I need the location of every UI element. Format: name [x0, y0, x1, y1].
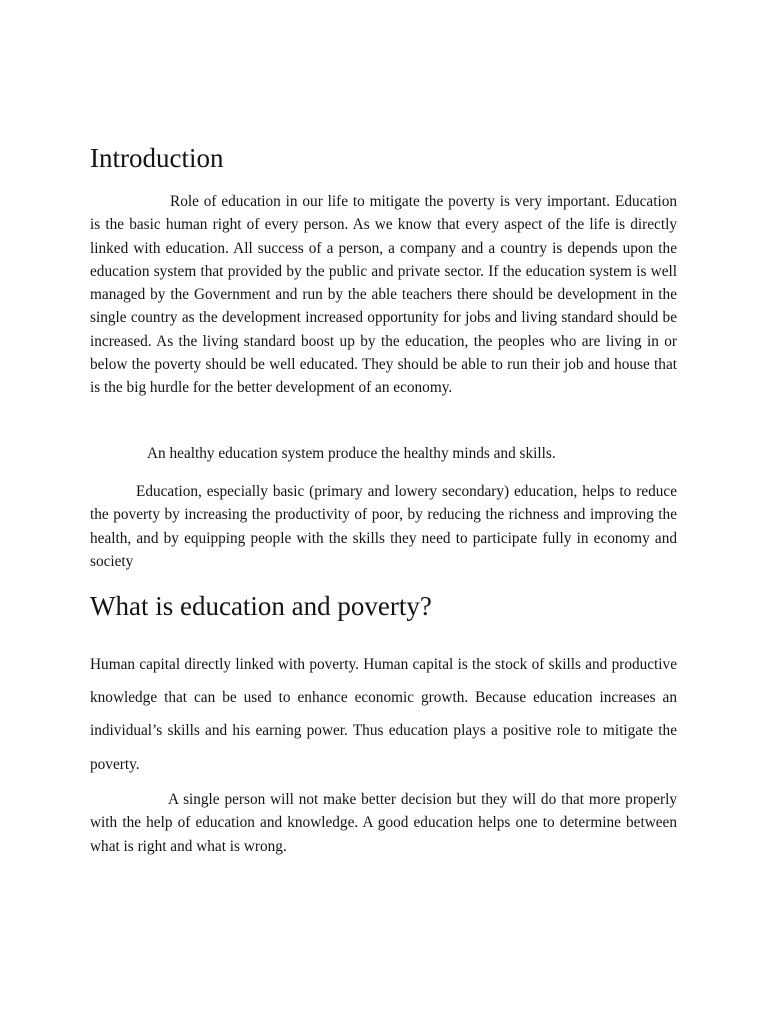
paragraph-healthy-education: An healthy education system produce the healthy minds and skills. — [147, 445, 556, 462]
paragraph-basic-education: Education, especially basic (primary and lowery secondary) education, helps to reduce the poverty by increasing the productivity of poor, by reducing the richness and improving the health, and by equipping people with the skills they need to participate fully in economy and society — [90, 483, 677, 570]
paragraph-single-person: A single person will not make better decision but they will do that more properly with the help of education and knowledge. A good education helps one to determine between what is right and what is wrong. — [90, 791, 677, 855]
paragraph-human-capital: Human capital directly linked with poverty. Human capital is the stock of skills and productive knowledge that can be used to enhance economic growth. Because education increases an individual’s skills and his earning power. Thus education plays a positive role to mitigate the poverty. — [90, 656, 677, 773]
section-heading-education-and-poverty: What is education and poverty? — [90, 591, 432, 621]
section-heading-introduction: Introduction — [90, 143, 224, 173]
paragraph-role-of-education: Role of education in our life to mitigate the poverty is very important. Education is the basic human right of every person. As we know that every aspect of the life is directly linked with education. All success of a person, a company and a country is depends upon the education system that provided by the public and private sector. If the education system is well managed by the Government and run by the able teachers there should be development in the single country as the development increased opportunity for jobs and living standard should be increased. As the living standard boost up by the education, the peoples who are living in or below the poverty should be well educated. They should be able to run their job and house that is the big hurdle for the better development of an economy. — [90, 193, 677, 397]
